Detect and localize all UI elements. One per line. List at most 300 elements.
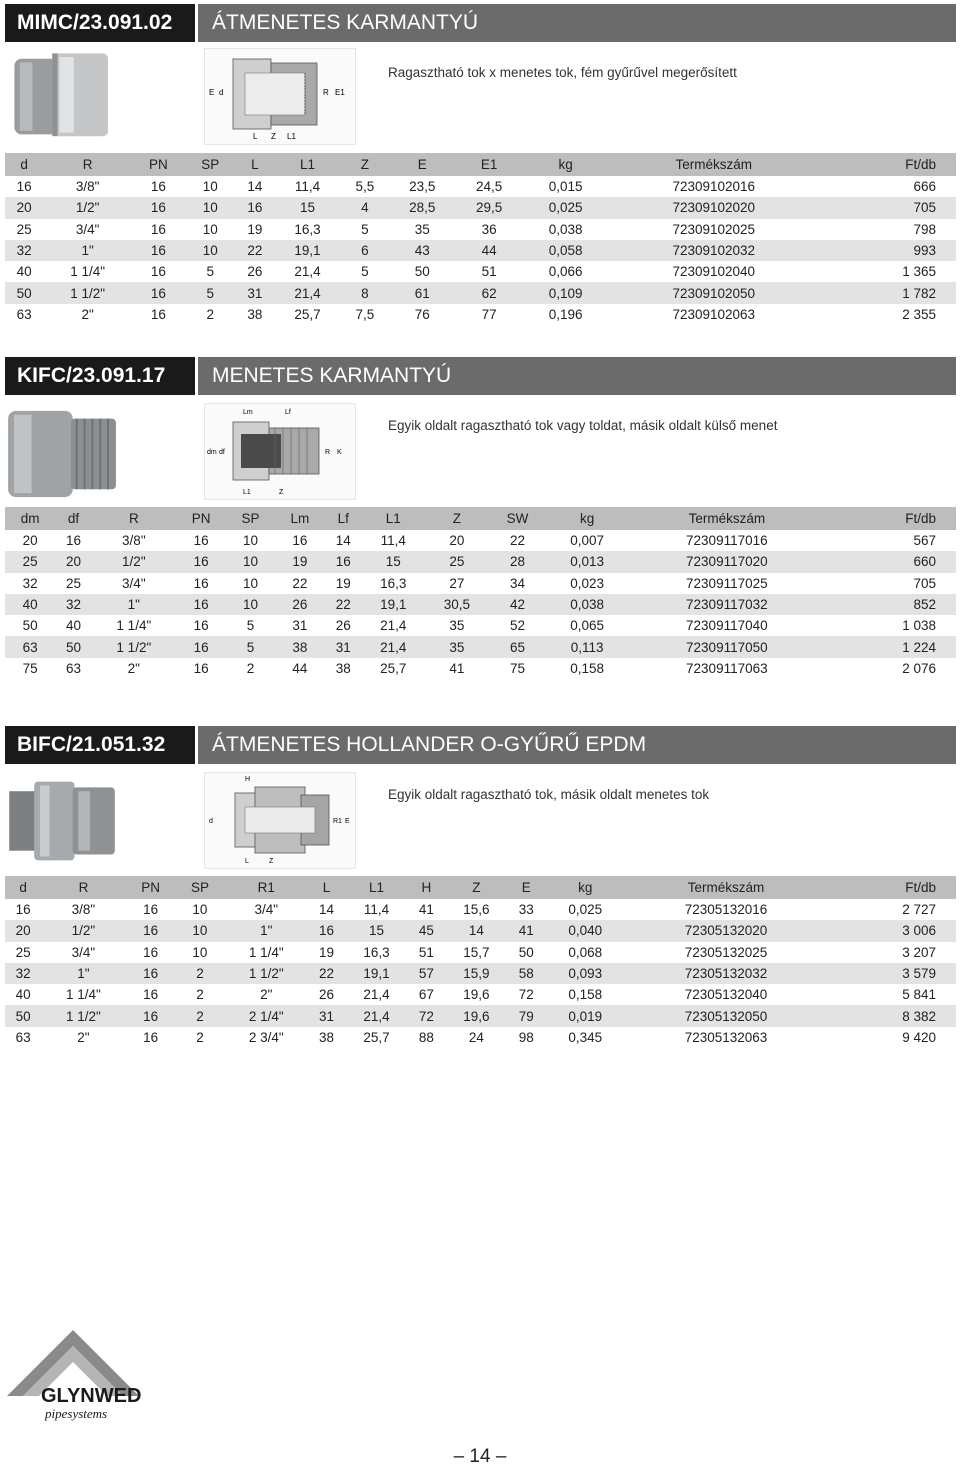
table-row [5,1005,956,1026]
table-cell: 26 [319,987,335,1003]
table-row [5,551,956,572]
column-header: R [41,876,125,899]
product-code: KIFC/23.091.17 [5,357,195,395]
table-cell: 25,7 [363,1029,390,1045]
table-cell: 63 [15,1029,31,1045]
table-cell: 72305132063 [684,1029,768,1045]
table-cell: 0,113 [546,636,628,657]
drawing-label: R [325,449,331,456]
table-cell: 1 038 [902,618,936,634]
table-cell: 27 [449,575,465,591]
column-header: L1 [345,876,409,899]
table-cell: 40 [15,987,31,1003]
table-cell: 0,025 [568,902,603,918]
table-cell: 32 [5,963,41,984]
table-cell: 1/2" [43,197,132,218]
table-cell: 88 [418,1029,434,1045]
table-cell: 666 [913,179,936,195]
product-title: ÁTMENETES KARMANTYÚ [198,4,956,42]
table-cell: 20 [22,533,38,549]
table-cell: 2" [260,987,273,1003]
table-row [5,573,956,594]
table-cell: 31 [236,282,274,303]
table-cell: 16 [143,902,159,918]
table-cell: 19 [335,575,351,591]
column-header: Termékszám [609,153,819,176]
table-cell: 16 [176,636,226,657]
table-cell: 72309117025 [686,575,768,591]
spec-table [5,876,956,1048]
table-cell: 2 [196,1029,204,1045]
drawing-label: L1 [243,489,251,496]
table-cell: 10 [226,594,274,615]
table-cell: 50 [55,636,91,657]
table-cell: 19 [247,221,263,237]
table-cell: 21,4 [380,618,407,634]
table-cell: 26 [275,594,325,615]
table-cell: 15,6 [463,902,490,918]
table-cell: 0,023 [570,575,605,591]
table-cell: 22 [509,533,525,549]
table-cell: 30,5 [425,594,489,615]
table-cell: 10 [176,920,224,941]
glynwed-logo [3,1326,143,1426]
table-cell: 38 [275,636,325,657]
table-cell: 25 [65,575,81,591]
table-cell: 0,040 [544,920,626,941]
drawing-label: Z [271,132,276,141]
table-cell: 0,025 [523,197,609,218]
column-header: Ft/db [819,153,956,176]
table-cell: 1 1/4" [248,944,284,960]
svg-text:GLYNWED: GLYNWED [41,1385,142,1407]
table-cell: 38 [335,660,351,676]
table-cell: 0,019 [544,1005,626,1026]
table-cell: 0,068 [568,944,603,960]
table-cell: 42 [489,594,547,615]
table-header-row [5,507,956,530]
table-cell: 16 [132,282,185,303]
drawing-label: L [245,858,249,865]
section-header [5,357,956,395]
table-cell: 38 [247,306,263,322]
table-cell: 0,066 [548,264,583,280]
table-cell: 25 [425,551,489,572]
table-cell: 1" [92,594,176,615]
table-cell: 0,158 [570,660,605,676]
table-cell: 5,5 [355,179,375,195]
table-cell: 72 [518,987,534,1003]
table-row [5,658,956,679]
table-cell: 2 [206,306,215,322]
table-cell: 1 1/4" [66,987,101,1003]
table-cell: 10 [192,902,208,918]
table-cell: 0,007 [570,533,605,549]
table-cell: 72309102025 [672,221,756,237]
drawing-label: d [209,818,213,825]
table-cell: 50 [414,264,430,280]
table-cell: 51 [418,944,434,960]
table-cell: 15 [361,551,425,572]
drawing-label: K [337,449,342,456]
table-row [5,920,956,941]
column-header: kg [546,507,628,530]
product-code: MIMC/23.091.02 [5,4,195,42]
column-header: R [43,153,132,176]
product-title: ÁTMENETES HOLLANDER O-GYŰRŰ EPDM [198,726,956,764]
table-cell: 15 [345,920,409,941]
table-cell: 5 841 [902,987,936,1003]
table-cell: 35 [425,636,489,657]
table-cell: 72305132020 [626,920,826,941]
table-cell: 72309117016 [686,533,768,549]
table-cell: 29,5 [456,197,523,218]
table-cell: 50 [5,282,43,303]
table-header-row [5,876,956,899]
table-cell: 72309102063 [672,306,756,322]
table-row [5,963,956,984]
table-cell: 72305132032 [626,963,826,984]
table-row [5,899,956,920]
table-cell: 3/8" [75,179,100,195]
table-header-row [5,153,956,176]
table-cell: 57 [408,963,444,984]
table-cell: 19,6 [463,987,490,1003]
table-cell: 36 [481,221,497,237]
column-header: kg [523,153,609,176]
column-header: SP [185,153,236,176]
column-header: R [92,507,176,530]
drawing-label: E [209,88,215,97]
column-header: PN [176,507,226,530]
table-cell: 1 224 [826,636,956,657]
table-cell: 16 [16,179,32,195]
product-title: MENETES KARMANTYÚ [198,357,956,395]
table-cell: 62 [456,282,523,303]
table-cell: 9 420 [902,1029,936,1045]
table-cell: 1/2" [41,920,125,941]
table-cell: 2" [81,306,94,322]
table-cell: 852 [826,594,956,615]
table-cell: 65 [489,636,547,657]
table-row [5,219,956,240]
product-description: Egyik oldalt ragasztható tok vagy toldat, másik oldalt külső menet [388,418,778,433]
column-header: E [389,153,456,176]
table-cell: 16 [236,197,274,218]
table-cell: 26 [335,618,351,634]
table-cell: 72 [408,1005,444,1026]
table-row [5,304,956,325]
table-cell: 72309117032 [628,594,826,615]
drawing-label: d [219,88,224,97]
product-description: Ragasztható tok x menetes tok, fém gyűrűvel megerősített [388,65,737,80]
table-cell: 44 [292,660,308,676]
table-cell: 3 207 [902,944,936,960]
table-cell: 16 [143,944,159,960]
table-cell: 10 [192,944,208,960]
table-cell: 0,065 [570,618,605,634]
table-cell: 14 [335,533,351,549]
table-cell: 67 [418,987,434,1003]
table-cell: 2 727 [902,902,936,918]
table-cell: 5 [206,264,215,280]
table-cell: 50 [518,944,534,960]
product-photo [5,403,121,501]
table-cell: 0,013 [546,551,628,572]
table-row [5,261,956,282]
table-cell: 79 [508,1005,544,1026]
table-cell: 5 [246,618,255,634]
table-cell: 44 [456,240,523,261]
table-cell: 16 [150,264,166,280]
table-cell: 25,7 [380,660,407,676]
table-cell: 16,3 [380,575,407,591]
table-cell: 63 [16,306,32,322]
column-header: Ft/db [826,876,956,899]
table-cell: 45 [408,920,444,941]
table-cell: 10 [243,575,259,591]
column-header: Lm [275,507,325,530]
table-cell: 3 006 [826,920,956,941]
table-cell: 16 [65,533,81,549]
drawing-label: L [253,132,258,141]
drawing-label: L1 [287,132,296,141]
table-cell: 26 [247,264,263,280]
column-header: L [308,876,344,899]
table-cell: 22 [325,594,361,615]
table-cell: 19 [275,551,325,572]
table-cell: 2 [246,660,255,676]
table-cell: 0,015 [548,179,583,195]
table-cell: 22 [308,963,344,984]
table-cell: 3 579 [826,963,956,984]
table-cell: 20 [5,197,43,218]
table-cell: 63 [65,660,81,676]
table-cell: 19,6 [445,1005,509,1026]
table-cell: 16 [193,618,209,634]
column-header: L1 [361,507,425,530]
table-cell: 705 [819,197,956,218]
table-cell: 993 [819,240,956,261]
drawing-label: Z [279,489,284,496]
table-cell: 19,1 [345,963,409,984]
table-cell: 16 [143,1029,159,1045]
table-cell: 1 1/2" [224,963,308,984]
table-cell: 31 [292,618,308,634]
table-cell: 19,1 [274,240,341,261]
table-cell: 16 [150,306,166,322]
table-cell: 0,196 [548,306,583,322]
table-cell: 3/8" [122,533,146,549]
table-cell: 567 [913,533,936,549]
column-header: H [408,876,444,899]
table-row [5,1027,956,1048]
table-cell: 16,3 [294,221,321,237]
table-cell: 19,1 [361,594,425,615]
table-cell: 43 [389,240,456,261]
drawing-label: E1 [335,88,345,97]
table-row [5,197,956,218]
table-cell: 10 [243,533,259,549]
table-cell: 1 1/4" [70,264,106,280]
table-cell: 72309102032 [609,240,819,261]
table-row [5,636,956,657]
table-cell: 31 [308,1005,344,1026]
table-cell: 6 [341,240,389,261]
drawing-label: dm [207,449,217,456]
table-cell: 1" [43,240,132,261]
table-cell: 40 [65,618,81,634]
table-cell: 3/4" [122,575,146,591]
table-cell: 16 [193,533,209,549]
column-header: PN [132,153,185,176]
table-cell: 16 [15,902,31,918]
table-cell: 28,5 [389,197,456,218]
table-cell: 0,038 [546,594,628,615]
dimension-drawing [204,772,356,869]
table-cell: 24 [468,1029,484,1045]
table-cell: 2" [127,660,140,676]
table-cell: 1 1/4" [116,618,152,634]
column-header: Z [341,153,389,176]
table-row [5,176,956,197]
table-cell: 72309102040 [672,264,756,280]
column-header: Z [445,876,509,899]
table-cell: 1 1/2" [41,1005,125,1026]
table-cell: 14 [247,179,263,195]
dimension-drawing [204,403,356,500]
table-cell: 15 [274,197,341,218]
column-header: Termékszám [628,507,826,530]
column-header: kg [544,876,626,899]
column-header: R1 [224,876,308,899]
table-cell: 32 [5,240,43,261]
table-cell: 4 [341,197,389,218]
table-row [5,240,956,261]
table-cell: 2 076 [902,660,936,676]
table-cell: 16 [193,660,209,676]
product-photo [5,48,121,138]
table-cell: 16 [193,575,209,591]
table-cell: 0,345 [568,1029,603,1045]
table-cell: 76 [414,306,430,322]
table-cell: 32 [22,575,38,591]
table-cell: 0,093 [544,963,626,984]
table-cell: 16 [126,920,176,941]
table-cell: 2 355 [902,306,936,322]
table-cell: 11,4 [294,179,321,195]
table-cell: 2 1/4" [224,1005,308,1026]
product-code: BIFC/21.051.32 [5,726,195,764]
drawing-label: Lm [243,409,253,416]
table-cell: 38 [319,1029,335,1045]
table-cell: 16 [325,551,361,572]
table-cell: 21,4 [363,987,390,1003]
table-cell: 0,038 [548,221,583,237]
table-cell: 72309117063 [686,660,768,676]
table-cell: 72309117050 [628,636,826,657]
table-cell: 28 [489,551,547,572]
table-cell: 75 [22,660,38,676]
table-cell: 21,4 [294,264,321,280]
table-cell: 14 [445,920,509,941]
svg-text:pipesystems: pipesystems [45,1406,108,1421]
table-cell: 72309102016 [672,179,756,195]
table-cell: 25 [16,221,32,237]
table-cell: 35 [449,618,465,634]
table-cell: 72305132050 [626,1005,826,1026]
table-cell: 1/2" [92,551,176,572]
page-number: – 14 – [453,1446,507,1467]
column-header: SP [226,507,274,530]
table-cell: 25 [5,551,55,572]
table-cell: 77 [481,306,497,322]
table-cell: 22 [292,575,308,591]
table-cell: 16 [150,221,166,237]
table-cell: 3/8" [71,902,96,918]
table-cell: 19 [319,944,335,960]
table-cell: 5 [361,221,369,237]
table-cell: 15,7 [463,944,490,960]
table-row [5,615,956,636]
table-cell: 10 [185,240,236,261]
table-cell: 72305132016 [684,902,768,918]
table-cell: 34 [509,575,525,591]
table-cell: 40 [5,594,55,615]
table-cell: 16,3 [363,944,390,960]
table-cell: 3/4" [75,221,100,237]
table-cell: 1 1/2" [43,282,132,303]
drawing-label: R1 [333,818,342,825]
table-cell: 10 [202,221,218,237]
table-cell: 58 [508,963,544,984]
table-row [5,530,956,551]
table-cell: 25,7 [294,306,321,322]
table-cell: 72309117020 [628,551,826,572]
column-header: L1 [274,153,341,176]
table-cell: 25 [15,944,31,960]
table-cell: 20 [5,920,41,941]
table-row [5,942,956,963]
table-cell: 16 [150,179,166,195]
column-header: PN [126,876,176,899]
drawing-label: df [219,449,225,456]
table-cell: 10 [185,197,236,218]
column-header: Termékszám [626,876,826,899]
table-cell: 61 [389,282,456,303]
table-cell: 50 [22,618,38,634]
table-cell: 1 365 [902,264,936,280]
drawing-label: R [323,88,329,97]
table-cell: 31 [325,636,361,657]
table-cell: 16 [176,594,226,615]
table-cell: 72309102020 [609,197,819,218]
product-photo [5,772,121,868]
table-cell: 2 [176,963,224,984]
table-cell: 32 [55,594,91,615]
section-header [5,726,956,764]
table-cell: 41 [508,920,544,941]
table-cell: 2 3/4" [248,1029,284,1045]
drawing-label: Z [269,858,274,865]
table-cell: 3/4" [254,902,279,918]
table-cell: 8 382 [826,1005,956,1026]
table-cell: 2" [77,1029,90,1045]
table-cell: 41 [449,660,465,676]
table-cell: 16 [292,533,308,549]
column-header: d [5,876,41,899]
table-cell: 11,4 [380,533,406,549]
